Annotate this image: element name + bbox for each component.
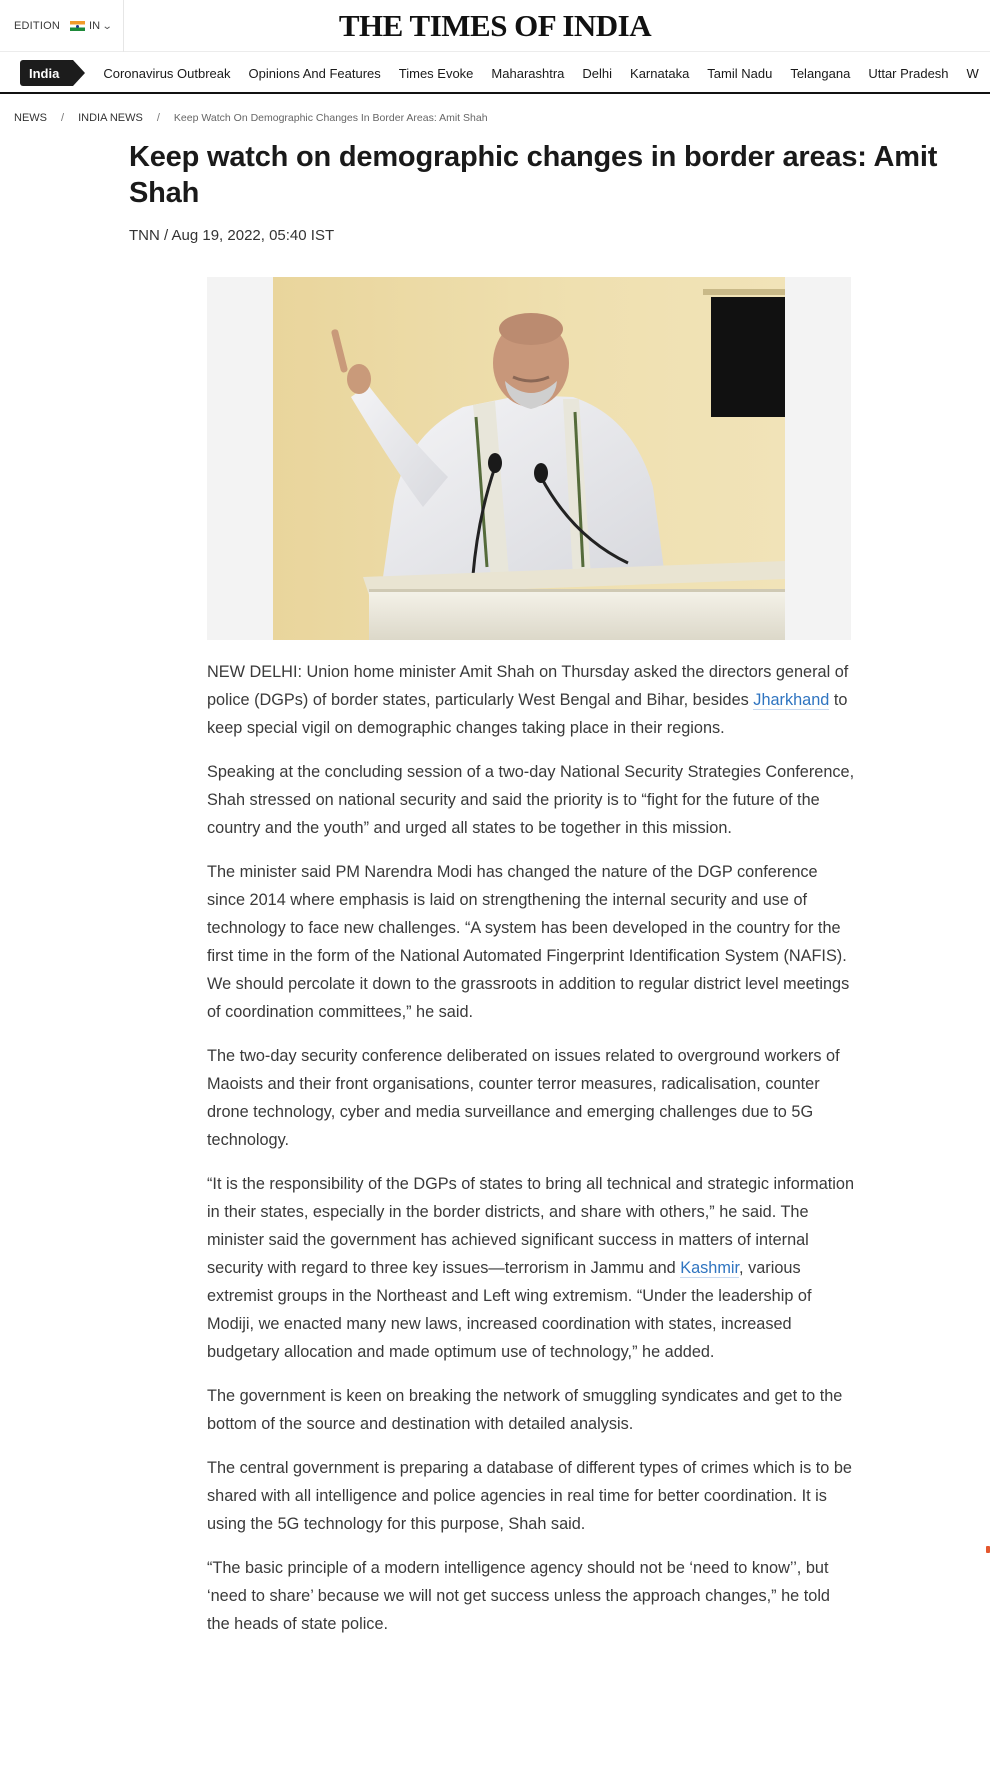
article-paragraph: “The basic principle of a modern intelligence agency should not be ‘need to know’’, but ‘need to share’ because we will not get success unless the approach changes,” he told the heads of state police. xyxy=(207,1559,830,1633)
nav-item-maharashtra[interactable]: Maharashtra xyxy=(491,65,565,81)
side-widget-marker[interactable] xyxy=(986,1546,990,1553)
nav-item-karnataka[interactable]: Karnataka xyxy=(630,65,690,81)
breadcrumb-separator: / xyxy=(61,112,65,124)
nav-item-tamil-nadu[interactable]: Tamil Nadu xyxy=(707,65,773,81)
site-header xyxy=(0,0,990,52)
nav-item-uttar-pradesh[interactable]: Uttar Pradesh xyxy=(868,65,949,81)
paragraph-text: “It is the responsibility of the DGPs of states to bring all technical and strategic information in their states, especially in the border districts, and share with others,” he said. The minister said the government has achieved significant success in matters of internal security with regard to three key issues—terrorism in Jammu and xyxy=(207,1175,855,1277)
nav-item-india[interactable]: India xyxy=(20,60,73,86)
article-byline: TNN / Aug 19, 2022, 05:40 IST xyxy=(129,227,335,244)
article-image-frame xyxy=(207,277,851,640)
nav-item-telangana[interactable]: Telangana xyxy=(790,65,851,81)
nav-item-truncated[interactable]: W xyxy=(966,65,979,81)
breadcrumb-india-news[interactable]: INDIA NEWS xyxy=(78,112,143,124)
chevron-down-icon: ⌄ xyxy=(101,20,113,32)
site-logo[interactable]: THE TIMES OF INDIA xyxy=(338,8,652,43)
speaker-at-podium-image xyxy=(273,277,785,640)
breadcrumb-separator: / xyxy=(156,112,160,124)
article-paragraph xyxy=(207,658,857,742)
article-paragraph: The government is keen on breaking the network of smuggling syndicates and get to the bottom of the source and destination with detailed analysis. xyxy=(207,1387,843,1433)
section-nav xyxy=(0,54,990,94)
breadcrumb-news[interactable]: NEWS xyxy=(14,112,47,124)
paragraph-text: , various extremist groups in the Northeast and Left wing extremism. “Under the leadership of Modiji, we enacted many new laws, increased coordination with states, increased budgetary allocation and made optimum use of technology,” he added. xyxy=(207,1259,812,1361)
breadcrumb xyxy=(14,112,488,124)
paragraph-text: to keep special vigil on demographic changes taking place in their regions. xyxy=(207,691,848,737)
nav-items xyxy=(103,66,990,81)
article-headline: Keep watch on demographic changes in border areas: Amit Shah xyxy=(129,141,938,209)
article-paragraph: The minister said PM Narendra Modi has changed the nature of the DGP conference since 2014 where emphasis is laid on strengthening the internal security and use of technology to face new challenges. “A system has been developed in the country for the first time in the form of the National Automated Fingerprint Identification System (NAFIS). We should percolate it down to the grassroots in addition to regular district level meetings of coordination committees,” he said. xyxy=(207,863,850,1021)
nav-item-coronavirus[interactable]: Coronavirus Outbreak xyxy=(103,65,231,81)
article-photo[interactable] xyxy=(273,277,785,640)
breadcrumb-current: Keep Watch On Demographic Changes In Border Areas: Amit Shah xyxy=(173,112,488,124)
edition-label: EDITION xyxy=(14,20,61,32)
article-paragraph: The central government is preparing a database of different types of crimes which is to be shared with all intelligence and police agencies in real time for better coordination. It is using the 5G technology for this purpose, Shah said. xyxy=(207,1459,852,1533)
nav-item-delhi[interactable]: Delhi xyxy=(582,65,613,81)
article-paragraph: The two-day security conference deliberated on issues related to overground workers of Maoists and their front organisations, counter terror measures, radicalisation, counter drone technology, cyber and media surveillance and emerging challenges due to 5G technology. xyxy=(207,1047,840,1149)
paragraph-text: NEW DELHI: Union home minister Amit Shah on Thursday asked the directors general of police (DGPs) of border states, particularly West Bengal and Bihar, besides xyxy=(207,663,849,709)
nav-item-times-evoke[interactable]: Times Evoke xyxy=(398,65,474,81)
edition-code: IN xyxy=(89,20,101,32)
link-kashmir[interactable]: Kashmir xyxy=(680,1259,740,1277)
article-paragraph xyxy=(207,1170,857,1366)
nav-item-opinions[interactable]: Opinions And Features xyxy=(248,65,381,81)
link-jharkhand[interactable]: Jharkhand xyxy=(753,691,830,709)
article-paragraph: Speaking at the concluding session of a two-day National Security Strategies Conference, Shah stressed on national security and said the priority is to “fight for the future of the country and the youth” and urged all states to be together in this mission. xyxy=(207,763,855,837)
article-body xyxy=(207,658,857,1654)
